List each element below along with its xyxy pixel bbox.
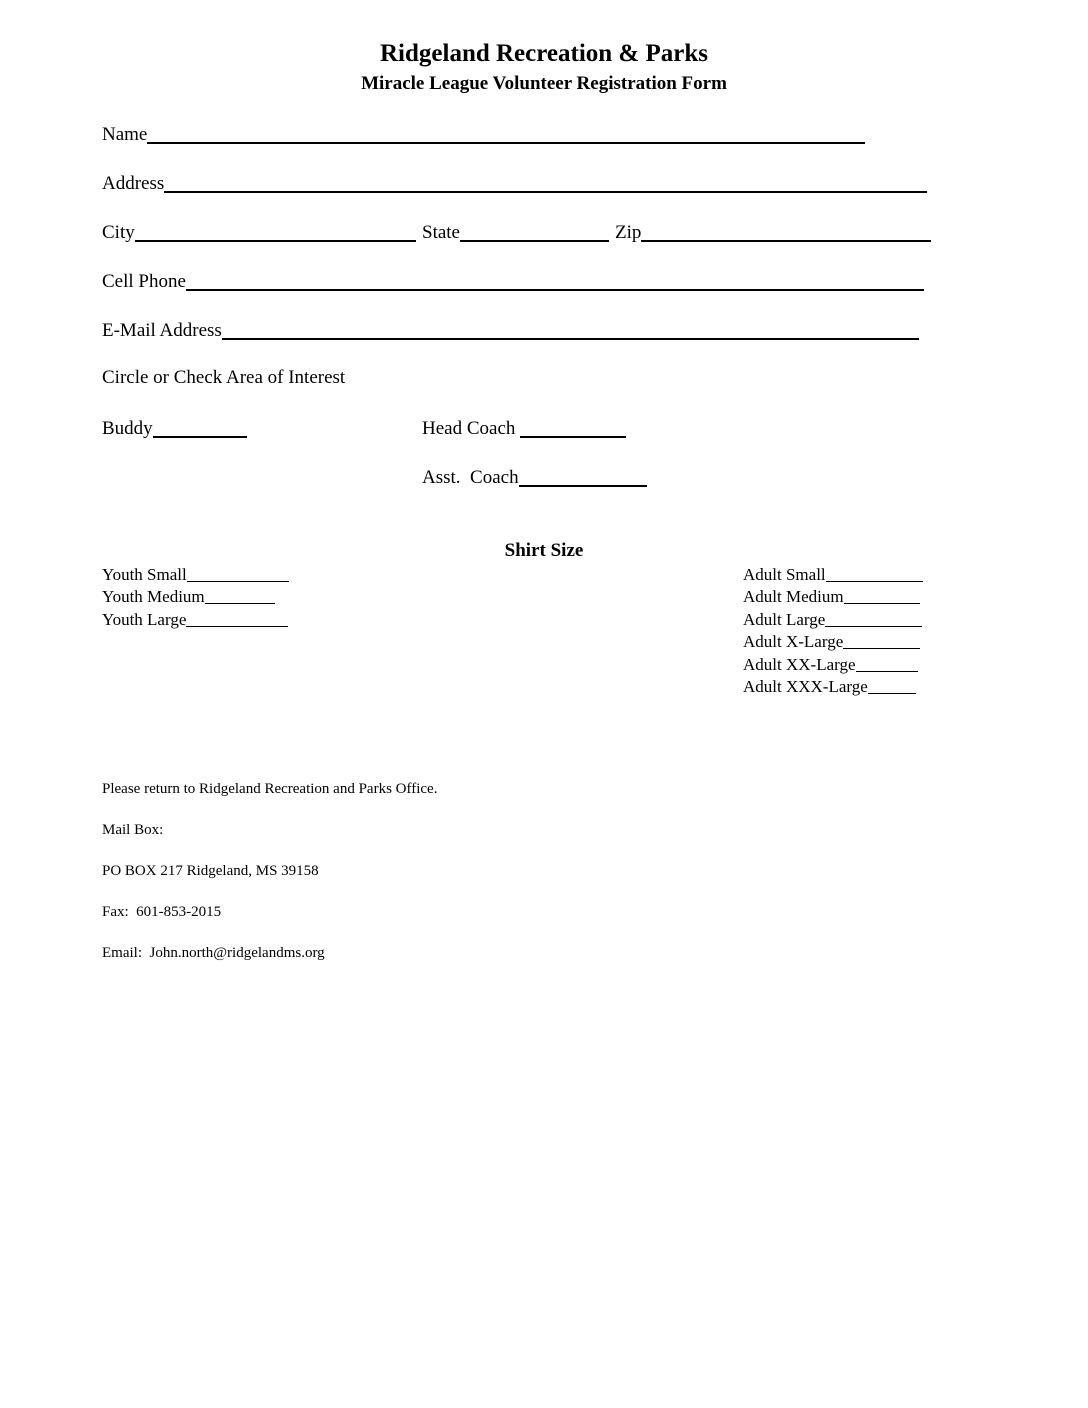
asst-coach-label: Asst. Coach — [422, 467, 519, 488]
size-label: Adult XXX-Large — [743, 677, 868, 696]
city-field[interactable] — [102, 220, 416, 244]
adult-xxx-large-option[interactable] — [743, 675, 916, 697]
email-line[interactable] — [222, 338, 919, 340]
adult-small-option[interactable] — [743, 563, 923, 585]
head-coach-line[interactable] — [520, 436, 626, 438]
size-line[interactable] — [186, 626, 288, 627]
email-label: E-Mail Address — [102, 320, 222, 341]
size-label: Youth Large — [102, 610, 187, 629]
mailing-address: PO BOX 217 Ridgeland, MS 39158 — [102, 863, 319, 879]
zip-label: Zip — [615, 222, 642, 243]
state-line[interactable] — [460, 240, 609, 242]
head-coach-option[interactable] — [422, 416, 626, 440]
city-label: City — [102, 222, 135, 243]
form-subtitle: Miracle League Volunteer Registration Form — [361, 73, 727, 94]
size-label: Youth Medium — [102, 587, 205, 606]
buddy-label: Buddy — [102, 418, 153, 439]
cell-phone-field[interactable] — [102, 269, 924, 293]
address-field[interactable] — [102, 171, 927, 195]
zip-line[interactable] — [641, 240, 931, 242]
size-label: Adult Large — [743, 610, 826, 629]
asst-coach-option[interactable] — [422, 465, 647, 489]
email-field[interactable] — [102, 318, 919, 342]
state-field[interactable] — [422, 220, 609, 244]
fax-number: Fax: 601-853-2015 — [102, 904, 222, 920]
size-line[interactable] — [843, 648, 920, 649]
name-label: Name — [102, 124, 148, 145]
size-line[interactable] — [856, 671, 918, 672]
size-line[interactable] — [825, 626, 922, 627]
youth-large-option[interactable] — [102, 608, 288, 630]
size-line[interactable] — [187, 581, 289, 582]
cell-phone-line[interactable] — [186, 289, 924, 291]
head-coach-label: Head Coach — [422, 418, 521, 439]
size-line[interactable] — [205, 603, 275, 604]
size-line[interactable] — [844, 603, 920, 604]
size-line[interactable] — [868, 693, 916, 694]
size-line[interactable] — [826, 581, 923, 582]
interest-prompt: Circle or Check Area of Interest — [102, 367, 346, 388]
return-note: Please return to Ridgeland Recreation and Parks Office. — [102, 781, 438, 797]
address-line[interactable] — [164, 191, 927, 193]
state-label: State — [422, 222, 460, 243]
name-field[interactable] — [102, 122, 865, 146]
size-label: Youth Small — [102, 565, 187, 584]
buddy-line[interactable] — [153, 436, 247, 438]
size-label: Adult Small — [743, 565, 826, 584]
adult-medium-option[interactable] — [743, 585, 920, 607]
adult-x-large-option[interactable] — [743, 630, 920, 652]
city-line[interactable] — [135, 240, 416, 242]
mailbox-label: Mail Box: — [102, 822, 164, 838]
youth-medium-option[interactable] — [102, 585, 275, 607]
address-label: Address — [102, 173, 165, 194]
adult-large-option[interactable] — [743, 608, 922, 630]
asst-coach-line[interactable] — [519, 485, 647, 487]
size-label: Adult Medium — [743, 587, 844, 606]
buddy-option[interactable] — [102, 416, 247, 440]
page-title: Ridgeland Recreation & Parks — [380, 40, 708, 67]
shirt-size-heading: Shirt Size — [504, 540, 584, 561]
name-line[interactable] — [147, 142, 865, 144]
adult-xx-large-option[interactable] — [743, 653, 918, 675]
youth-small-option[interactable] — [102, 563, 289, 585]
size-label: Adult XX-Large — [743, 655, 856, 674]
zip-field[interactable] — [615, 220, 931, 244]
contact-email: Email: John.north@ridgelandms.org — [102, 945, 325, 961]
size-label: Adult X-Large — [743, 632, 844, 651]
cell-phone-label: Cell Phone — [102, 271, 186, 292]
